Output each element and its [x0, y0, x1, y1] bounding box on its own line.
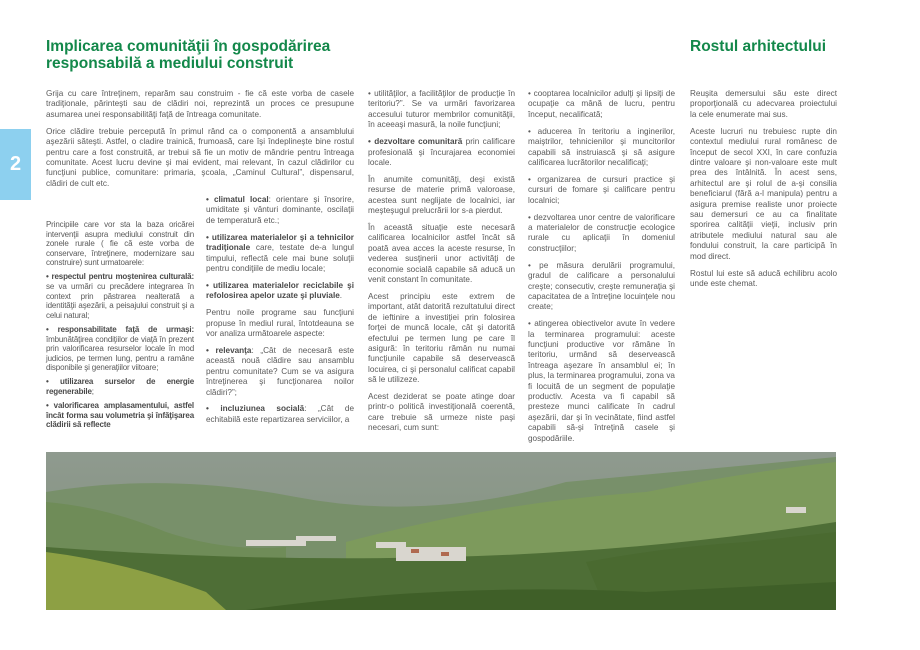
paragraph	[368, 89, 515, 131]
paragraph-bold: • relevanţa	[206, 345, 252, 355]
paragraph	[46, 220, 194, 268]
paragraph-text: • pe măsura derulării programului, gradul de calificare a personalului creşte; consecutiv, creşte remuneraţia şi capacitatea de a întreţine locuinţele nou create;	[528, 260, 675, 312]
paragraph	[46, 325, 194, 373]
paragraph-text: În această situaţie este necesară calificarea localnicilor astfel încât să poată avea acces la aceste resurse, în vederea susţinerii unor activităţi de economie socială capabile să aducă un venit constant în comunitate.	[368, 222, 515, 284]
paragraph-bold: • utilizarea surselor de energie regenerabile	[46, 377, 194, 396]
paragraph-text: : orientare şi însorire, umiditate şi vânturi dominante, oscilaţii de temperatură etc.;	[206, 195, 355, 225]
paragraph	[368, 392, 515, 434]
paragraph	[368, 223, 515, 285]
paragraph	[690, 269, 837, 290]
paragraph-bold: • climatul local	[206, 195, 269, 204]
paragraph	[528, 89, 675, 120]
paragraph-text: Pentru noile programe sau funcţiuni propuse în mediul rural, întotdeauna se vor analiza următoarele aspecte:	[206, 308, 354, 338]
paragraph-text: • atingerea obiectivelor avute în vedere la terminarea programului: aceste funcţiuni productive vor rămâne în teritoriu, urmând să deservească întreaga aşezare în ansamblul ei; în plus, la terminarea programului, zona va fi locuită de un segment de populaţie productiv. Acesta va fi capabil să presteze munci calificate în cadrul aşezării, dar şi în vecinătate, fiind astfel capabili să-şi întreţină casele şi gospodăriile.	[528, 319, 675, 443]
paragraph-text: Grija cu care întreţinem, reparăm sau construim - fie că este vorba de casele tradiţionale, părinteşti sau de clădiri noi, reprezintă un proces ce presupune asumarea unei responsabilităţi faţă de întreaga comunitate.	[46, 89, 354, 119]
paragraph-text: .	[339, 291, 343, 301]
paragraph	[46, 377, 194, 396]
paragraph	[690, 89, 837, 120]
paragraph	[206, 195, 354, 226]
paragraph-bold: • incluziunea socială	[206, 404, 305, 414]
paragraph-text: : „Cât de echitabilă este repartizarea serviciilor, a	[206, 404, 355, 424]
village-landscape-photo	[46, 452, 836, 610]
paragraph-text: Principiile care vor sta la baza oricărei intervenţii asupra mediului construit din zonele rurale ( fie că este vorba de conservare, întreţinere, modernizare sau construire) sunt urmatoarele:	[46, 220, 194, 268]
column-2	[206, 195, 354, 432]
section-number: 2	[9, 153, 22, 175]
paragraph-text: Orice clădire trebuie percepută în primul rând ca o componentă a ansamblului aşezării săteşti. Astfel, o cladire trainică, frumoasă, care îşi îndeplineşte bine rostul pentru care a fost construită, ar trebui să fie un motiv de mândrie pentru întreaga comunitate. Acest lucru devine şi mai evident, mai relevant, în cazul clădirilor cu funcţiuni publice, comunitare: primaria, şcoala, „Caminul Cultural”, dispensarul, clădiri de cult etc.	[46, 126, 354, 188]
paragraph	[206, 308, 354, 339]
paragraph-text: se va urmări cu precădere integrarea în context prin păstrarea nealterată a identităţii aşezării, a peisajului construit şi a celui natural;	[46, 282, 194, 320]
paragraph-bold: • responsabilitate faţă de urmaşi:	[46, 324, 194, 334]
paragraph-text: ;	[91, 387, 94, 396]
paragraph	[528, 319, 675, 444]
intro-text	[46, 89, 354, 196]
paragraph	[46, 401, 194, 430]
paragraph	[206, 404, 354, 425]
column-3	[368, 89, 515, 440]
paragraph-text: Acest deziderat se poate atinge doar printr-o politică investiţională coerentă, care trebuie să urmeze niste paşi necesari, cum sunt:	[368, 392, 515, 433]
column-1	[46, 220, 194, 434]
paragraph	[528, 261, 675, 313]
paragraph-bold: • utilizarea materialelor şi a tehnicilor tradiţionale	[206, 232, 354, 253]
paragraph-text: • utilităţilor, a facilităţilor de producţie în teritoriu?”. Se va urmări favorizarea accesului tuturor membrilor comunităţii, în aceeaşi masură, la noile funcţiuni;	[368, 89, 515, 130]
paragraph	[46, 127, 354, 189]
paragraph-bold: • utilizarea materialelor reciclabile şi refolosirea apelor uzate şi pluviale	[206, 280, 354, 301]
paragraph	[206, 281, 354, 302]
paragraph	[206, 233, 354, 275]
section-tab	[0, 129, 31, 200]
paragraph-text: • dezvoltarea unor centre de valorificare a materialelor de construcţie ecologice rurale cu aplicaţii în domeniul construcţiilor;	[528, 212, 675, 253]
left-heading: Implicarea comunităţii în gospodărirea responsabilă a mediului construit	[46, 38, 331, 72]
paragraph-text: : „Cât de necesară este această nouă clădire sau ansamblu pentru comunitate? Cum se va asigura întreţinerea şi funcţionarea noilor clădiri?”;	[206, 345, 354, 397]
paragraph	[368, 137, 515, 168]
paragraph-bold: • dezvoltare comunitară	[368, 137, 463, 147]
paragraph	[690, 127, 837, 262]
column-5	[690, 89, 837, 296]
paragraph	[528, 175, 675, 206]
paragraph-text: • aducerea în teritoriu a inginerilor, maiştrilor, tehnicienilor şi muncitorilor capabili să instruiască şi să asigure calificarea lucrătorilor necalificaţi;	[528, 126, 675, 167]
paragraph	[46, 272, 194, 320]
paragraph-text: • cooptarea localnicilor adulţi şi lipsiţi de ocupaţie ca mână de lucru, pentru început, necalificată;	[528, 89, 675, 119]
paragraph-text: îmbunătăţirea condiţiilor de viaţă în prezent prin valorificarea resurselor locale în mod judicios, pe termen lung, pentru a ramâne disponibile şi generaţiilor viitoare;	[46, 334, 194, 373]
paragraph-text: prin calificare profesională şi încurajarea economiei locale.	[368, 137, 515, 167]
paragraph	[528, 127, 675, 169]
paragraph	[206, 346, 354, 398]
paragraph	[46, 89, 354, 120]
paragraph-text: Acest principiu este extrem de important, atât datorită rezultatului direct de ieftinire a investiţiei prin folosirea forţei de muncă locale, cât şi datorită efectului pe termen lung pe care îl asigură: în teritoriu rămân nu numai funcţiunile capabile să deservească locuirea, ci şi personalul calificat capabil să le utilizeze.	[368, 291, 515, 385]
paragraph	[368, 292, 515, 386]
paragraph-text: Aceste lucruri nu trebuiesc rupte din contextul mediului rural românesc de început de secol XXI, în care confuzia dintre valoare şi non-valoare este mult prea des întâlnită. În acest sens, arhitectul are şi rolul de a-şi consilia beneficiarul (fără a-l manipula) pentru a asigura premise realiste unor proiecte sau demersuri ce au ca finalitate sporirea calităţii vieţii, inclusiv prin atributele mediului natural sau ale fondului construit, la care participă în mod direct.	[690, 126, 837, 261]
paragraph-text: În anumite comunităţi, deşi există resurse de materie primă valoroase, acestea sunt neglijate de localnici, iar meşteşugul prelucrării lor s-a pierdut.	[368, 174, 515, 216]
paragraph	[368, 175, 515, 217]
paragraph-text: Reuşita demersului său este direct proporţională cu adecvarea proiectului la cele enumerate mai sus.	[690, 89, 837, 119]
column-4	[528, 89, 675, 451]
paragraph-text: care, testate de-a lungul timpului, reflectă cele mai bune soluţii pentru condiţiile de mediu locale;	[206, 243, 354, 273]
paragraph-bold: • valorificarea amplasamentului, astfel încât forma sau volumetria şi înfăţişarea clădirii să reflecte	[46, 401, 194, 430]
paragraph-text: • organizarea de cursuri practice şi cursuri de fomare şi calificare pentru localnici;	[528, 174, 675, 205]
paragraph-bold: • respectul pentru moştenirea culturală:	[46, 272, 194, 282]
paragraph	[528, 213, 675, 255]
right-heading: Rostul arhitectului	[690, 38, 827, 55]
paragraph-text: Rostul lui este să aducă echilibru acolo unde este chemat.	[690, 268, 837, 288]
